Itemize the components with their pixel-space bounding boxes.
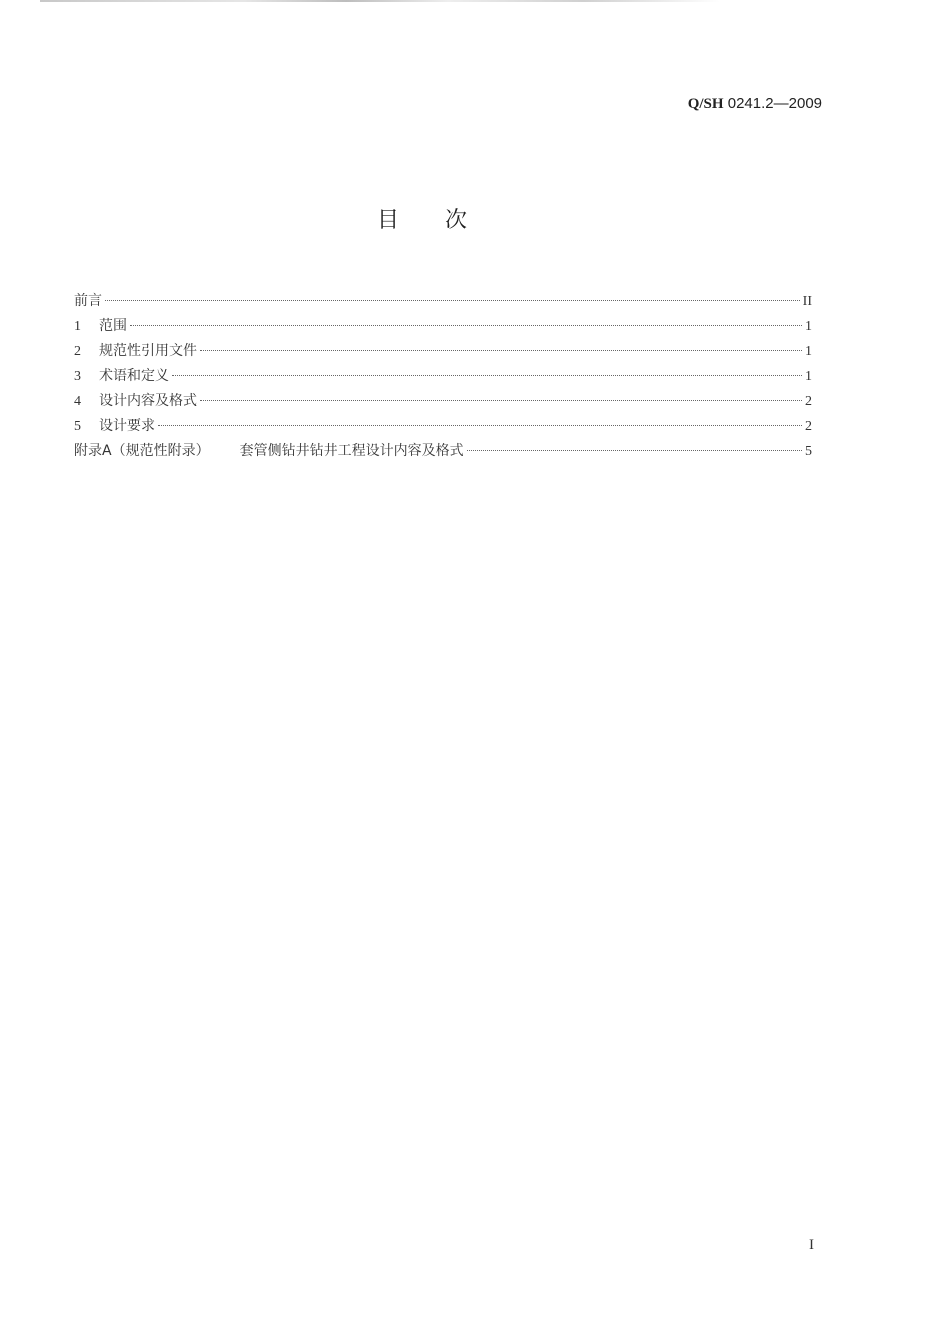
toc-entry-number: 3 [74,369,81,384]
toc-entry-page: 1 [805,319,812,334]
toc-leader-dots [200,350,802,351]
toc-entry-label: 范围 [99,318,127,334]
toc-leader-dots [105,300,800,301]
toc-entry-label: 规范性引用文件 [99,343,197,359]
toc-entry-label [74,440,464,460]
toc-entry-terms-definitions[interactable] [74,365,812,390]
toc-leader-dots [158,425,802,426]
toc-leader-dots [130,325,802,326]
toc-entry-design-content-format[interactable] [74,390,812,415]
appendix-title: 套管侧钻井钻井工程设计内容及格式 [239,443,464,459]
toc-leader-dots [200,400,802,401]
toc-entry-scope[interactable] [74,315,812,340]
standard-number-value: 0241.2—2009 [727,95,822,112]
toc-leader-dots [467,450,802,451]
toc-entry-appendix-a[interactable] [74,440,812,465]
toc-entry-page: 2 [805,419,812,434]
toc-entry-page: II [802,294,812,309]
toc-entry-label: 设计要求 [99,418,155,434]
toc-entry-label: 术语和定义 [99,368,169,384]
toc-entry-page: 1 [805,344,812,359]
standard-code: Q/SH [687,96,724,112]
page-title: 目次 [376,208,513,233]
toc-entry-foreword[interactable] [74,290,812,315]
toc-entry-page: 2 [805,394,812,409]
toc-entry-label: 设计内容及格式 [99,393,197,409]
appendix-label: 附录A（规范性附录） [74,443,210,459]
toc-entry-normative-references[interactable] [74,340,812,365]
toc-entry-label: 前言 [74,293,102,309]
toc-entry-design-requirements[interactable] [74,415,812,440]
toc-entry-number: 2 [74,344,81,359]
standard-number [688,95,822,113]
toc-entry-number: 5 [74,419,81,434]
toc-entry-page: 1 [805,369,812,384]
scan-edge-artifact [40,0,720,2]
toc-entry-page: 5 [805,444,812,459]
table-of-contents [74,290,812,465]
page-number: I [809,1237,814,1253]
toc-entry-number: 4 [74,394,81,409]
toc-entry-number: 1 [74,319,81,334]
toc-leader-dots [172,375,802,376]
